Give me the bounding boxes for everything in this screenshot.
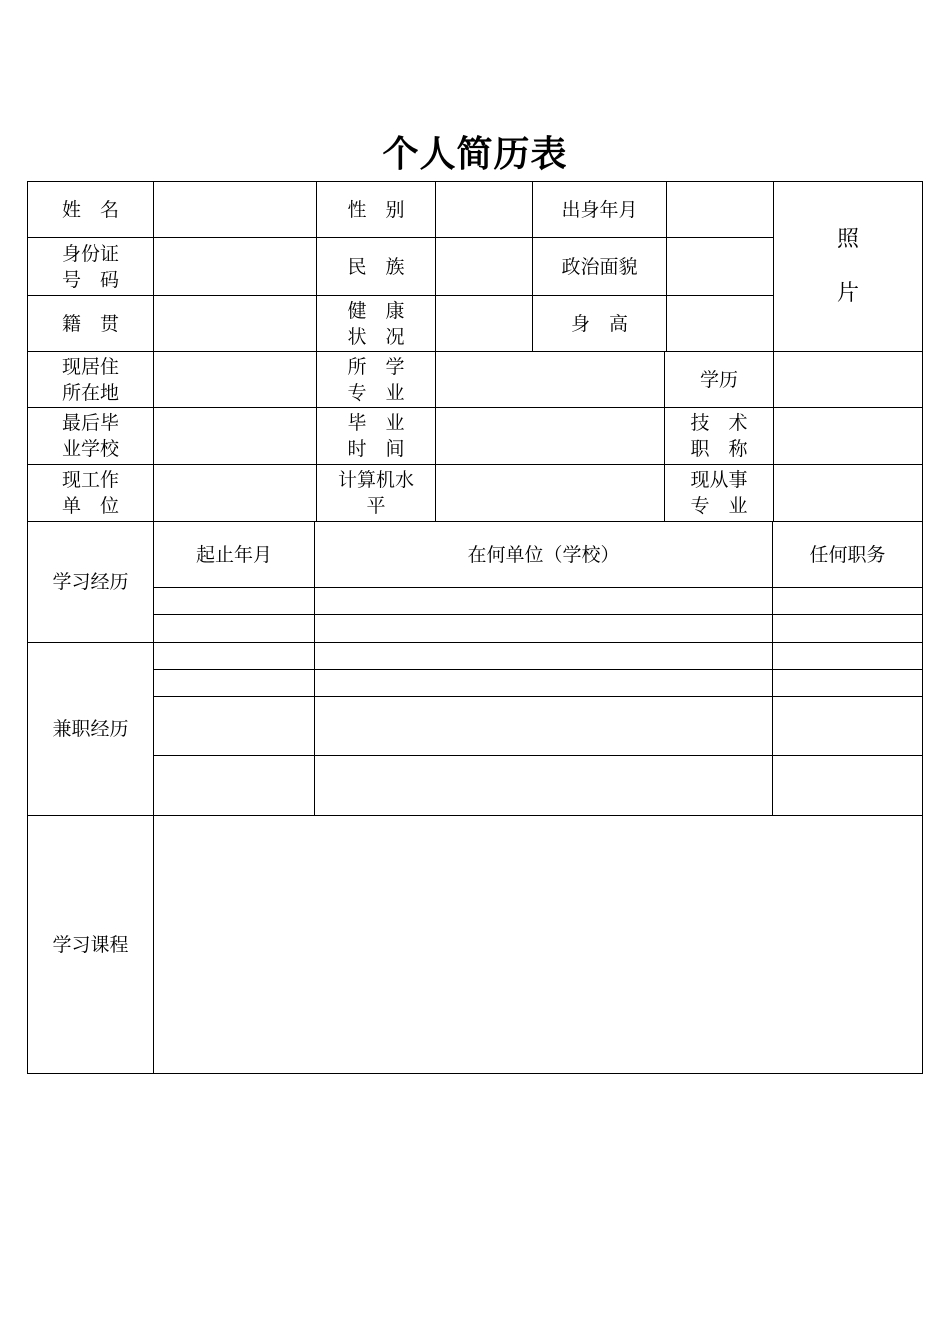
study-position-field[interactable] (773, 615, 922, 642)
unit-header: 在何单位（学校） (467, 543, 620, 566)
study-period-field[interactable] (154, 588, 314, 614)
parttime-unit-field[interactable] (315, 697, 772, 755)
height-label: 身 高 (570, 312, 628, 335)
parttime-period-field[interactable] (154, 697, 314, 755)
gender-field[interactable] (436, 182, 532, 237)
ethnicity-field[interactable] (436, 238, 532, 295)
parttime-position-field[interactable] (773, 643, 922, 669)
current-profession-field[interactable] (774, 465, 922, 521)
period-header: 起止年月 (195, 543, 272, 566)
major-label: 所 学 专 业 (347, 355, 405, 404)
last-school-label: 最后毕 业学校 (61, 412, 119, 460)
health-field[interactable] (436, 296, 532, 351)
graduation-time-label: 毕 业 时 间 (347, 412, 405, 460)
photo-box[interactable]: 照 片 (836, 226, 859, 306)
courses-field[interactable] (154, 816, 922, 1073)
last-school-field[interactable] (154, 408, 316, 464)
parttime-unit-field[interactable] (315, 756, 772, 815)
name-field[interactable] (154, 182, 316, 237)
gender-label: 性 别 (347, 198, 405, 221)
education-field[interactable] (774, 352, 922, 407)
study-unit-field[interactable] (315, 588, 772, 614)
parttime-experience-label: 兼职经历 (52, 718, 129, 740)
residence-field[interactable] (154, 352, 316, 407)
computer-level-label: 计算机水 平 (337, 469, 414, 517)
parttime-unit-field[interactable] (315, 643, 772, 669)
parttime-period-field[interactable] (154, 643, 314, 669)
name-label: 姓 名 (61, 198, 119, 221)
current-profession-label: 现从事 专 业 (690, 469, 748, 517)
residence-label: 现居住 所在地 (61, 355, 119, 404)
native-place-field[interactable] (154, 296, 316, 351)
technical-title-label: 技 术 职 称 (690, 412, 748, 460)
height-field[interactable] (667, 296, 773, 351)
id-number-label: 身份证 号 码 (61, 242, 119, 291)
technical-title-field[interactable] (774, 408, 922, 464)
computer-level-field[interactable] (436, 465, 664, 521)
birth-label: 出身年月 (561, 198, 638, 221)
id-number-field[interactable] (154, 238, 316, 295)
political-status-label: 政治面貌 (561, 255, 638, 278)
courses-label: 学习课程 (52, 933, 129, 956)
health-label: 健 康 状 况 (347, 299, 405, 348)
birth-field[interactable] (667, 182, 773, 237)
parttime-position-field[interactable] (773, 697, 922, 755)
study-position-field[interactable] (773, 588, 922, 614)
parttime-unit-field[interactable] (315, 670, 772, 696)
parttime-position-field[interactable] (773, 670, 922, 696)
native-place-label: 籍 贯 (61, 312, 119, 335)
page-title: 个人简历表 (382, 134, 568, 175)
political-status-field[interactable] (667, 238, 773, 295)
work-unit-label: 现工作 单 位 (61, 469, 119, 517)
major-field[interactable] (436, 352, 664, 407)
graduation-time-field[interactable] (436, 408, 664, 464)
work-unit-field[interactable] (154, 465, 316, 521)
parttime-period-field[interactable] (154, 756, 314, 815)
ethnicity-label: 民 族 (347, 255, 405, 278)
position-header: 任何职务 (809, 543, 886, 566)
parttime-period-field[interactable] (154, 670, 314, 696)
education-label: 学历 (699, 368, 738, 391)
study-unit-field[interactable] (315, 615, 772, 642)
parttime-position-field[interactable] (773, 756, 922, 815)
study-experience-label: 学习经历 (52, 571, 129, 593)
study-period-field[interactable] (154, 615, 314, 642)
